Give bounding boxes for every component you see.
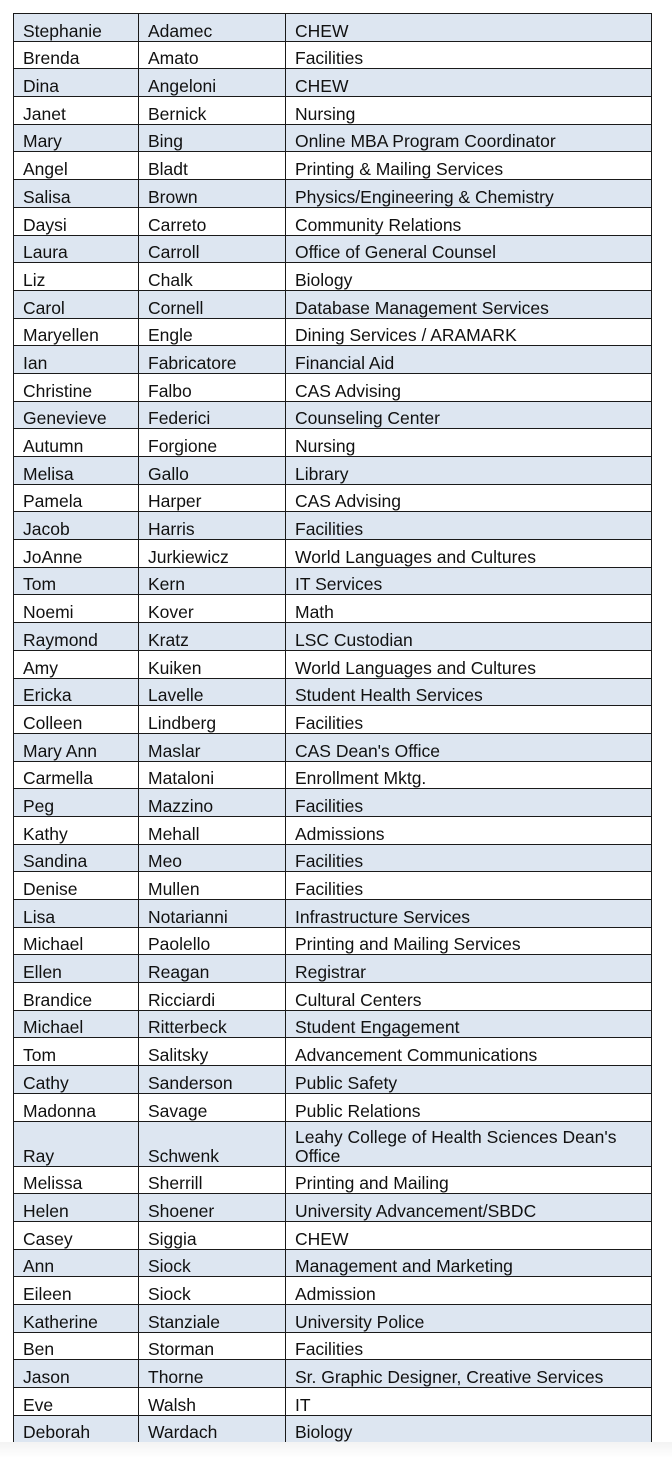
department-cell: Printing and Mailing Services <box>286 927 652 955</box>
department-cell: World Languages and Cultures <box>286 540 652 568</box>
first-name-cell: Ray <box>14 1121 139 1166</box>
first-name-cell: Ian <box>14 346 139 374</box>
last-name-cell: Thorne <box>139 1360 286 1388</box>
department-cell: Sr. Graphic Designer, Creative Services <box>286 1360 652 1388</box>
last-name-cell: Salitsky <box>139 1038 286 1066</box>
first-name-cell: Eileen <box>14 1277 139 1305</box>
department-cell: Admissions <box>286 816 652 844</box>
table-row <box>14 1388 652 1416</box>
table-row <box>14 844 652 872</box>
last-name-cell: Forgione <box>139 429 286 457</box>
first-name-cell: Ann <box>14 1249 139 1277</box>
table-row <box>14 1010 652 1038</box>
department-cell: Nursing <box>286 97 652 125</box>
table-row <box>14 318 652 346</box>
department-cell: LSC Custodian <box>286 623 652 651</box>
first-name-cell: JoAnne <box>14 540 139 568</box>
first-name-cell: Angel <box>14 152 139 180</box>
last-name-cell: Reagan <box>139 955 286 983</box>
department-cell: Public Safety <box>286 1066 652 1094</box>
table-row <box>14 1277 652 1305</box>
first-name-cell: Carmella <box>14 761 139 789</box>
first-name-cell: Katherine <box>14 1304 139 1332</box>
first-name-cell: Pamela <box>14 484 139 512</box>
last-name-cell: Stanziale <box>139 1304 286 1332</box>
department-cell: Student Engagement <box>286 1010 652 1038</box>
table-row <box>14 1415 652 1443</box>
first-name-cell: Tom <box>14 567 139 595</box>
last-name-cell: Shoener <box>139 1194 286 1222</box>
first-name-cell: Stephanie <box>14 14 139 42</box>
table-row <box>14 124 652 152</box>
last-name-cell: Brown <box>139 180 286 208</box>
first-name-cell: Madonna <box>14 1093 139 1121</box>
department-cell: World Languages and Cultures <box>286 650 652 678</box>
department-cell: Facilities <box>286 844 652 872</box>
last-name-cell: Harris <box>139 512 286 540</box>
first-name-cell: Noemi <box>14 595 139 623</box>
last-name-cell: Gallo <box>139 457 286 485</box>
first-name-cell: Deborah <box>14 1415 139 1443</box>
table-row <box>14 401 652 429</box>
first-name-cell: Cathy <box>14 1066 139 1094</box>
first-name-cell: Michael <box>14 927 139 955</box>
last-name-cell: Mehall <box>139 816 286 844</box>
page-top <box>0 0 672 12</box>
last-name-cell: Wardach <box>139 1415 286 1443</box>
department-cell: CAS Advising <box>286 484 652 512</box>
last-name-cell: Jurkiewicz <box>139 540 286 568</box>
last-name-cell: Mullen <box>139 872 286 900</box>
first-name-cell: Helen <box>14 1194 139 1222</box>
department-cell: CAS Advising <box>286 373 652 401</box>
first-name-cell: Mary <box>14 124 139 152</box>
last-name-cell: Amato <box>139 41 286 69</box>
first-name-cell: Peg <box>14 789 139 817</box>
first-name-cell: Liz <box>14 263 139 291</box>
last-name-cell: Mataloni <box>139 761 286 789</box>
table-row <box>14 650 652 678</box>
department-cell: Dining Services / ARAMARK <box>286 318 652 346</box>
table-row <box>14 927 652 955</box>
table-row <box>14 1194 652 1222</box>
first-name-cell: Maryellen <box>14 318 139 346</box>
table-row <box>14 1121 652 1166</box>
first-name-cell: Ben <box>14 1332 139 1360</box>
last-name-cell: Ritterbeck <box>139 1010 286 1038</box>
table-row <box>14 14 652 42</box>
table-row <box>14 567 652 595</box>
last-name-cell: Angeloni <box>139 69 286 97</box>
last-name-cell: Federici <box>139 401 286 429</box>
last-name-cell: Cornell <box>139 290 286 318</box>
table-row <box>14 733 652 761</box>
table-row <box>14 69 652 97</box>
last-name-cell: Sanderson <box>139 1066 286 1094</box>
table-row <box>14 263 652 291</box>
table-row <box>14 1360 652 1388</box>
table-row <box>14 595 652 623</box>
table-row <box>14 512 652 540</box>
table-row <box>14 540 652 568</box>
department-cell: Leahy College of Health Sciences Dean's Office <box>286 1121 652 1166</box>
department-cell: Student Health Services <box>286 678 652 706</box>
first-name-cell: Amy <box>14 650 139 678</box>
first-name-cell: Tom <box>14 1038 139 1066</box>
department-cell: Admission <box>286 1277 652 1305</box>
department-cell: CAS Dean's Office <box>286 733 652 761</box>
department-cell: CHEW <box>286 69 652 97</box>
last-name-cell: Maslar <box>139 733 286 761</box>
first-name-cell: Lisa <box>14 900 139 928</box>
department-cell: Cultural Centers <box>286 983 652 1011</box>
table-row <box>14 1093 652 1121</box>
first-name-cell: Jacob <box>14 512 139 540</box>
table-row <box>14 900 652 928</box>
first-name-cell: Brenda <box>14 41 139 69</box>
department-cell: Facilities <box>286 872 652 900</box>
last-name-cell: Engle <box>139 318 286 346</box>
table-row <box>14 180 652 208</box>
first-name-cell: Ericka <box>14 678 139 706</box>
last-name-cell: Notarianni <box>139 900 286 928</box>
table-row <box>14 955 652 983</box>
last-name-cell: Kover <box>139 595 286 623</box>
table-row <box>14 706 652 734</box>
first-name-cell: Raymond <box>14 623 139 651</box>
last-name-cell: Kratz <box>139 623 286 651</box>
first-name-cell: Eve <box>14 1388 139 1416</box>
first-name-cell: Salisa <box>14 180 139 208</box>
department-cell: Facilities <box>286 512 652 540</box>
first-name-cell: Kathy <box>14 816 139 844</box>
last-name-cell: Siggia <box>139 1221 286 1249</box>
first-name-cell: Autumn <box>14 429 139 457</box>
staff-table <box>13 13 652 1443</box>
table-row <box>14 346 652 374</box>
department-cell: Infrastructure Services <box>286 900 652 928</box>
table-row <box>14 789 652 817</box>
last-name-cell: Carreto <box>139 207 286 235</box>
last-name-cell: Storman <box>139 1332 286 1360</box>
first-name-cell: Janet <box>14 97 139 125</box>
last-name-cell: Siock <box>139 1277 286 1305</box>
department-cell: Database Management Services <box>286 290 652 318</box>
department-cell: Office of General Counsel <box>286 235 652 263</box>
department-cell: Facilities <box>286 1332 652 1360</box>
first-name-cell: Melissa <box>14 1166 139 1194</box>
first-name-cell: Brandice <box>14 983 139 1011</box>
last-name-cell: Bernick <box>139 97 286 125</box>
last-name-cell: Savage <box>139 1093 286 1121</box>
first-name-cell: Carol <box>14 290 139 318</box>
first-name-cell: Dina <box>14 69 139 97</box>
first-name-cell: Daysi <box>14 207 139 235</box>
department-cell: Financial Aid <box>286 346 652 374</box>
department-cell: CHEW <box>286 14 652 42</box>
last-name-cell: Walsh <box>139 1388 286 1416</box>
last-name-cell: Mazzino <box>139 789 286 817</box>
department-cell: Facilities <box>286 706 652 734</box>
first-name-cell: Casey <box>14 1221 139 1249</box>
department-cell: Public Relations <box>286 1093 652 1121</box>
department-cell: Counseling Center <box>286 401 652 429</box>
table-row <box>14 1249 652 1277</box>
last-name-cell: Kuiken <box>139 650 286 678</box>
first-name-cell: Colleen <box>14 706 139 734</box>
department-cell: Facilities <box>286 789 652 817</box>
last-name-cell: Bing <box>139 124 286 152</box>
department-cell: Biology <box>286 263 652 291</box>
last-name-cell: Carroll <box>139 235 286 263</box>
department-cell: Registrar <box>286 955 652 983</box>
last-name-cell: Harper <box>139 484 286 512</box>
table-row <box>14 484 652 512</box>
first-name-cell: Sandina <box>14 844 139 872</box>
table-row <box>14 97 652 125</box>
first-name-cell: Genevieve <box>14 401 139 429</box>
last-name-cell: Bladt <box>139 152 286 180</box>
department-cell: Math <box>286 595 652 623</box>
department-cell: Online MBA Program Coordinator <box>286 124 652 152</box>
department-cell: Enrollment Mktg. <box>286 761 652 789</box>
last-name-cell: Meo <box>139 844 286 872</box>
table-row <box>14 235 652 263</box>
last-name-cell: Fabricatore <box>139 346 286 374</box>
department-cell: CHEW <box>286 1221 652 1249</box>
last-name-cell: Sherrill <box>139 1166 286 1194</box>
department-cell: University Police <box>286 1304 652 1332</box>
first-name-cell: Christine <box>14 373 139 401</box>
first-name-cell: Michael <box>14 1010 139 1038</box>
department-cell: Facilities <box>286 41 652 69</box>
table-row <box>14 290 652 318</box>
table-row <box>14 1066 652 1094</box>
last-name-cell: Lindberg <box>139 706 286 734</box>
table-row <box>14 678 652 706</box>
last-name-cell: Kern <box>139 567 286 595</box>
department-cell: Physics/Engineering & Chemistry <box>286 180 652 208</box>
last-name-cell: Ricciardi <box>139 983 286 1011</box>
table-row <box>14 1332 652 1360</box>
table-row <box>14 761 652 789</box>
table-row <box>14 457 652 485</box>
last-name-cell: Lavelle <box>139 678 286 706</box>
first-name-cell: Mary Ann <box>14 733 139 761</box>
table-row <box>14 152 652 180</box>
table-row <box>14 1221 652 1249</box>
department-cell: University Advancement/SBDC <box>286 1194 652 1222</box>
table-row <box>14 373 652 401</box>
table-row <box>14 429 652 457</box>
staff-table-body <box>14 14 652 1443</box>
department-cell: IT Services <box>286 567 652 595</box>
department-cell: IT <box>286 1388 652 1416</box>
table-row <box>14 1166 652 1194</box>
first-name-cell: Laura <box>14 235 139 263</box>
table-row <box>14 983 652 1011</box>
last-name-cell: Paolello <box>139 927 286 955</box>
first-name-cell: Denise <box>14 872 139 900</box>
department-cell: Advancement Communications <box>286 1038 652 1066</box>
last-name-cell: Schwenk <box>139 1121 286 1166</box>
table-row <box>14 1304 652 1332</box>
department-cell: Management and Marketing <box>286 1249 652 1277</box>
table-row <box>14 872 652 900</box>
last-name-cell: Siock <box>139 1249 286 1277</box>
table-row <box>14 816 652 844</box>
first-name-cell: Jason <box>14 1360 139 1388</box>
page-bottom-shadow <box>0 1442 672 1458</box>
table-row <box>14 41 652 69</box>
department-cell: Community Relations <box>286 207 652 235</box>
department-cell: Biology <box>286 1415 652 1443</box>
last-name-cell: Adamec <box>139 14 286 42</box>
table-row <box>14 207 652 235</box>
department-cell: Printing & Mailing Services <box>286 152 652 180</box>
department-cell: Library <box>286 457 652 485</box>
table-row <box>14 623 652 651</box>
first-name-cell: Ellen <box>14 955 139 983</box>
first-name-cell: Melisa <box>14 457 139 485</box>
department-cell: Printing and Mailing <box>286 1166 652 1194</box>
department-cell: Nursing <box>286 429 652 457</box>
last-name-cell: Chalk <box>139 263 286 291</box>
last-name-cell: Falbo <box>139 373 286 401</box>
table-row <box>14 1038 652 1066</box>
